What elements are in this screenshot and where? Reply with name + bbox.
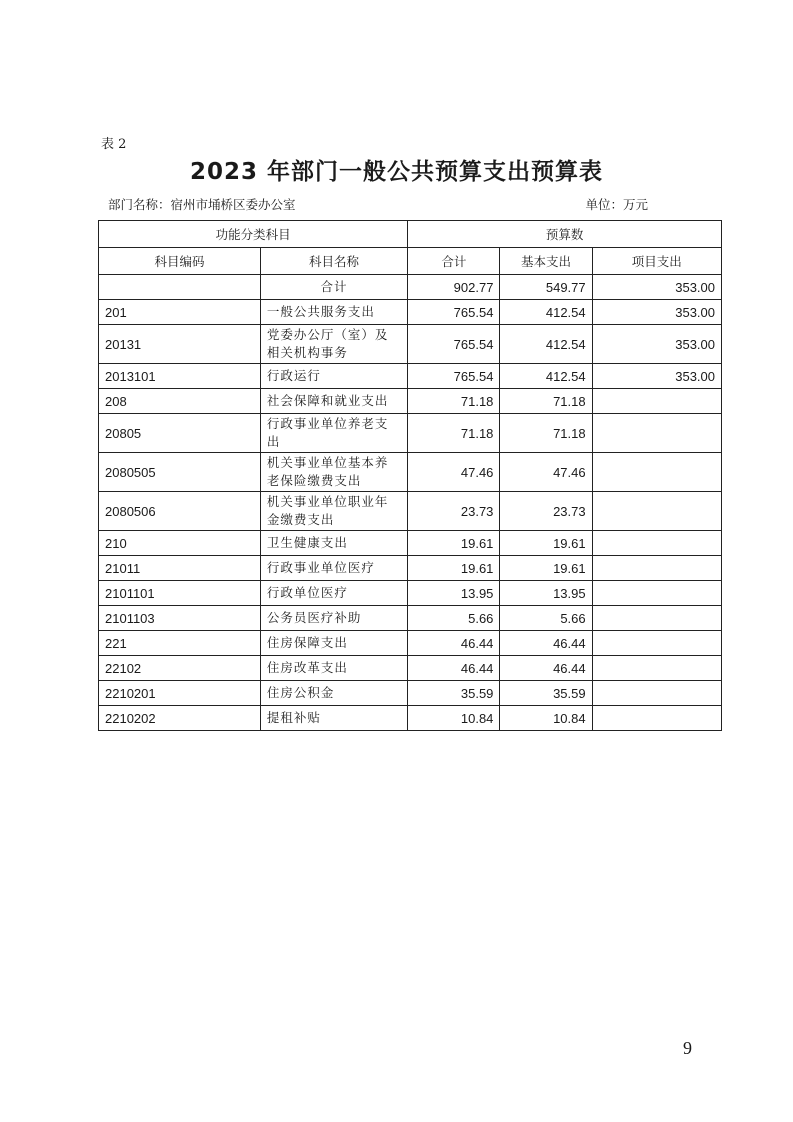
row-code: 210: [99, 531, 261, 556]
table-row: [99, 492, 722, 531]
row-code: 2210202: [99, 706, 261, 731]
row-total: 5.66: [408, 606, 500, 631]
table-row: [99, 581, 722, 606]
row-total: 765.54: [408, 325, 500, 364]
page-number: 9: [683, 1038, 692, 1058]
total-basic: 549.77: [500, 275, 592, 300]
total-row: [99, 275, 722, 300]
row-basic: 46.44: [500, 656, 592, 681]
row-basic: 13.95: [500, 581, 592, 606]
row-total: 47.46: [408, 453, 500, 492]
table-row: [99, 389, 722, 414]
row-name: 行政事业单位医疗: [260, 556, 407, 581]
row-project: [592, 414, 721, 453]
row-code: 2080506: [99, 492, 261, 531]
row-name: 行政事业单位养老支出: [260, 414, 407, 453]
row-basic: 412.54: [500, 325, 592, 364]
table-row: [99, 453, 722, 492]
row-name: 机关事业单位职业年金缴费支出: [260, 492, 407, 531]
row-code: 201: [99, 300, 261, 325]
row-name: 住房保障支出: [260, 631, 407, 656]
row-name: 住房公积金: [260, 681, 407, 706]
row-code: 20805: [99, 414, 261, 453]
header-name: 科目名称: [260, 248, 407, 275]
row-name: 卫生健康支出: [260, 531, 407, 556]
row-name: 行政单位医疗: [260, 581, 407, 606]
row-code: 2101101: [99, 581, 261, 606]
row-code: 2101103: [99, 606, 261, 631]
row-total: 19.61: [408, 531, 500, 556]
row-code: 2210201: [99, 681, 261, 706]
row-basic: 71.18: [500, 414, 592, 453]
row-basic: 19.61: [500, 556, 592, 581]
row-project: [592, 706, 721, 731]
row-total: 46.44: [408, 631, 500, 656]
row-code: 2080505: [99, 453, 261, 492]
table-label: 表 2: [101, 137, 127, 152]
row-project: 353.00: [592, 325, 721, 364]
row-name: 社会保障和就业支出: [260, 389, 407, 414]
department-name: 部门名称：宿州市埇桥区委办公室: [108, 197, 296, 212]
row-project: [592, 492, 721, 531]
table-row: [99, 681, 722, 706]
table-row: [99, 531, 722, 556]
header-group-row: [99, 221, 722, 248]
row-name: 党委办公厅（室）及相关机构事务: [260, 325, 407, 364]
row-code: 22102: [99, 656, 261, 681]
row-total: 46.44: [408, 656, 500, 681]
row-basic: 10.84: [500, 706, 592, 731]
row-code: 208: [99, 389, 261, 414]
total-total: 902.77: [408, 275, 500, 300]
row-project: [592, 453, 721, 492]
row-total: 765.54: [408, 300, 500, 325]
budget-table: [98, 220, 722, 731]
row-basic: 5.66: [500, 606, 592, 631]
header-basic: 基本支出: [500, 248, 592, 275]
row-project: [592, 531, 721, 556]
header-total: 合计: [408, 248, 500, 275]
table-row: [99, 606, 722, 631]
table-row: [99, 300, 722, 325]
row-name: 机关事业单位基本养老保险缴费支出: [260, 453, 407, 492]
row-project: [592, 581, 721, 606]
table-row: [99, 556, 722, 581]
row-total: 13.95: [408, 581, 500, 606]
row-code: 2013101: [99, 364, 261, 389]
row-total: 765.54: [408, 364, 500, 389]
total-code-cell: [99, 275, 261, 300]
row-total: 10.84: [408, 706, 500, 731]
row-project: [592, 389, 721, 414]
table-row: [99, 706, 722, 731]
row-name: 公务员医疗补助: [260, 606, 407, 631]
table-row: [99, 325, 722, 364]
row-basic: 35.59: [500, 681, 592, 706]
row-project: 353.00: [592, 364, 721, 389]
table-row: [99, 414, 722, 453]
row-basic: 19.61: [500, 531, 592, 556]
row-name: 一般公共服务支出: [260, 300, 407, 325]
row-basic: 46.44: [500, 631, 592, 656]
row-basic: 71.18: [500, 389, 592, 414]
row-project: [592, 556, 721, 581]
row-project: [592, 606, 721, 631]
header-project: 项目支出: [592, 248, 721, 275]
row-total: 19.61: [408, 556, 500, 581]
row-project: 353.00: [592, 300, 721, 325]
row-code: 20131: [99, 325, 261, 364]
header-column-row: [99, 248, 722, 275]
row-total: 71.18: [408, 389, 500, 414]
document-title: 2023 年部门一般公共预算支出预算表: [189, 159, 604, 185]
row-total: 35.59: [408, 681, 500, 706]
header-function-group: 功能分类科目: [99, 221, 408, 248]
header-code: 科目编码: [99, 248, 261, 275]
row-name: 提租补贴: [260, 706, 407, 731]
row-name: 行政运行: [260, 364, 407, 389]
header-budget-group: 预算数: [408, 221, 722, 248]
row-code: 221: [99, 631, 261, 656]
row-basic: 412.54: [500, 300, 592, 325]
row-project: [592, 631, 721, 656]
row-project: [592, 656, 721, 681]
row-total: 71.18: [408, 414, 500, 453]
row-code: 21011: [99, 556, 261, 581]
unit-label: 单位：万元: [585, 197, 648, 212]
row-basic: 47.46: [500, 453, 592, 492]
total-name: 合计: [260, 275, 407, 300]
row-total: 23.73: [408, 492, 500, 531]
row-project: [592, 681, 721, 706]
table-row: [99, 364, 722, 389]
row-basic: 23.73: [500, 492, 592, 531]
total-project: 353.00: [592, 275, 721, 300]
row-name: 住房改革支出: [260, 656, 407, 681]
table-row: [99, 656, 722, 681]
row-basic: 412.54: [500, 364, 592, 389]
table-row: [99, 631, 722, 656]
